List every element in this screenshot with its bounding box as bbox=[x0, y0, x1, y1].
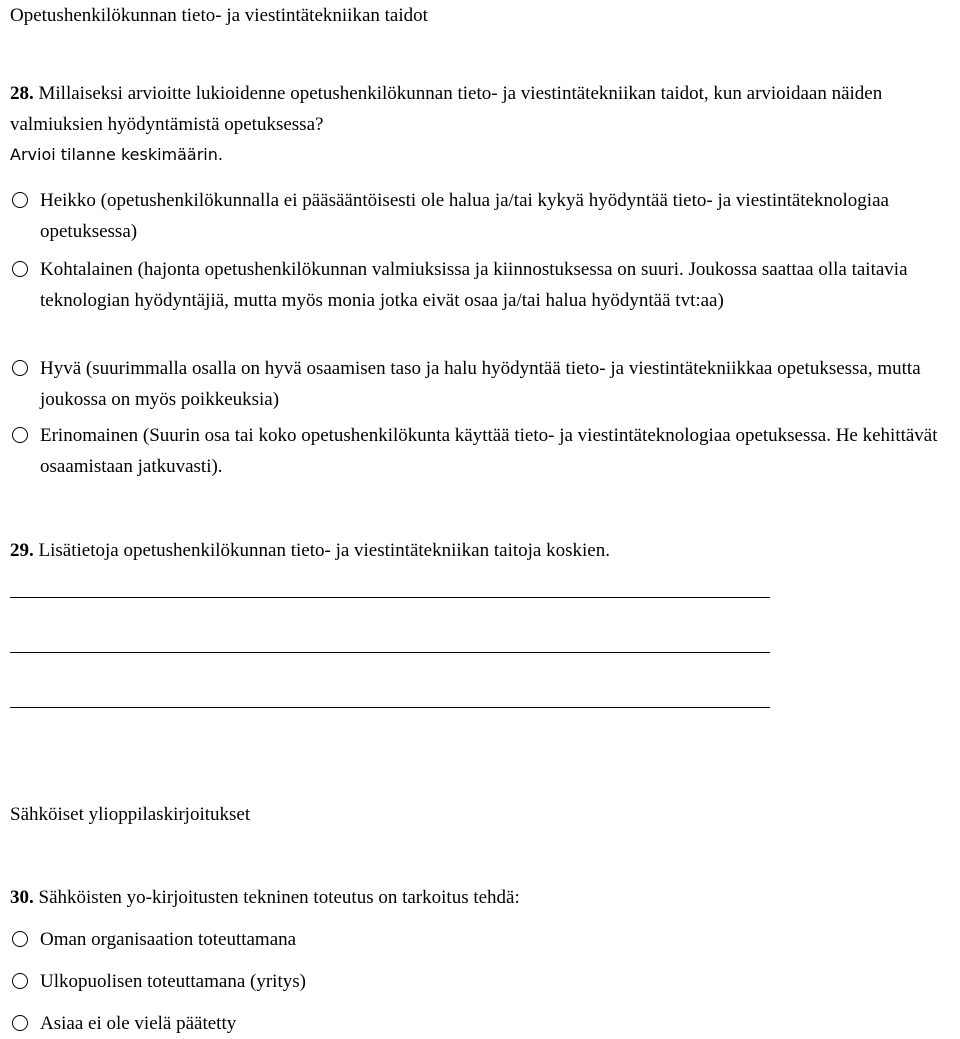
question-text: Millaiseksi arvioitte lukioidenne opetushenkilökunnan tieto- ja viestintätekniikan taidot, kun arvioidaan näiden valmiuksien hyödyntämistä opetuksessa? bbox=[10, 83, 883, 135]
option-own-organisation[interactable] bbox=[12, 924, 947, 955]
radio-button[interactable] bbox=[12, 360, 28, 376]
question-hint: Arvioi tilanne keskimäärin. bbox=[10, 145, 223, 164]
option-hyva[interactable] bbox=[12, 353, 947, 415]
question-number: 30. bbox=[10, 887, 34, 908]
section-title-ict-skills: Opetushenkilökunnan tieto- ja viestintätekniikan taidot bbox=[10, 5, 428, 26]
option-undecided[interactable] bbox=[12, 1008, 947, 1039]
option-label: Asiaa ei ole vielä päätetty bbox=[40, 1013, 237, 1034]
option-erinomainen[interactable] bbox=[12, 420, 947, 482]
option-label: Ulkopuolisen toteuttamana (yritys) bbox=[40, 971, 306, 992]
section-title-e-exams: Sähköiset ylioppilaskirjoitukset bbox=[10, 804, 251, 825]
question-text: Lisätietoja opetushenkilökunnan tieto- ja viestintätekniikan taitoja koskien. bbox=[38, 540, 610, 561]
answer-line-1[interactable] bbox=[10, 597, 770, 598]
answer-line-2[interactable] bbox=[10, 652, 770, 653]
question-text: Sähköisten yo-kirjoitusten tekninen toteutus on tarkoitus tehdä: bbox=[38, 887, 520, 908]
radio-button[interactable] bbox=[12, 1015, 28, 1031]
option-heikko[interactable] bbox=[12, 185, 947, 247]
radio-button[interactable] bbox=[12, 192, 28, 208]
radio-button[interactable] bbox=[12, 931, 28, 947]
question-28 bbox=[10, 78, 940, 140]
radio-button[interactable] bbox=[12, 261, 28, 277]
radio-button[interactable] bbox=[12, 427, 28, 443]
option-label: Hyvä (suurimmalla osalla on hyvä osaamisen taso ja halu hyödyntää tieto- ja viestintätekniikkaa opetuksessa, mutta joukossa on myös poikkeuksia) bbox=[40, 358, 921, 410]
option-kohtalainen[interactable] bbox=[12, 254, 947, 316]
answer-line-3[interactable] bbox=[10, 707, 770, 708]
question-number: 29. bbox=[10, 540, 34, 561]
question-30 bbox=[10, 882, 940, 913]
option-label: Heikko (opetushenkilökunnalla ei pääsääntöisesti ole halua ja/tai kykyä hyödyntää tieto- ja viestintäteknologiaa opetuksessa) bbox=[40, 190, 889, 242]
question-29 bbox=[10, 535, 940, 566]
option-label: Erinomainen (Suurin osa tai koko opetushenkilökunta käyttää tieto- ja viestintäteknologiaa opetuksessa. He kehittävät osaamistaan jatkuvasti). bbox=[40, 425, 938, 477]
radio-button[interactable] bbox=[12, 973, 28, 989]
option-label: Oman organisaation toteuttamana bbox=[40, 929, 297, 950]
option-label: Kohtalainen (hajonta opetushenkilökunnan valmiuksissa ja kiinnostuksessa on suuri. Joukossa saattaa olla taitavia teknologian hyödyntäjiä, mutta myös monia jotka eivät osaa ja/tai halua hyödyntää tvt:aa) bbox=[40, 259, 908, 311]
option-external[interactable] bbox=[12, 966, 947, 997]
question-number: 28. bbox=[10, 83, 34, 104]
